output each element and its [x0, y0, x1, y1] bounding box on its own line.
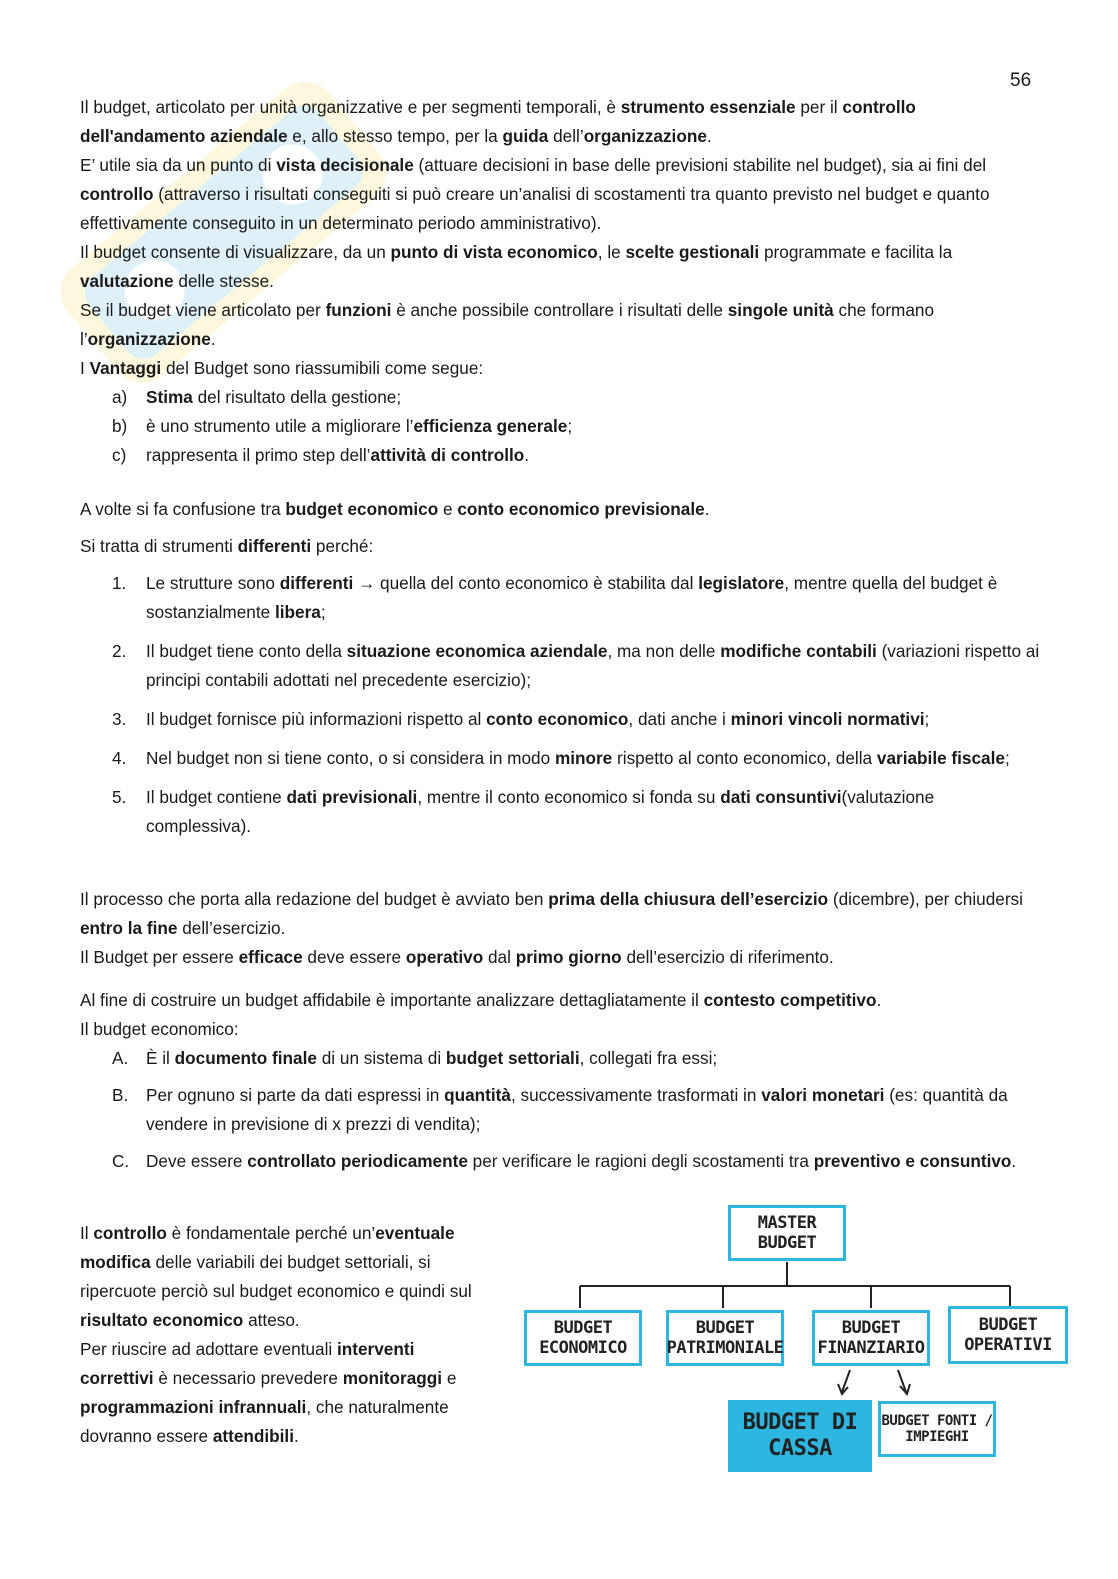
intro-paragraph-1: Il budget, articolato per unità organizzative e per segmenti temporali, è strumento essenziale per il controllo dell'andamento aziendale e, allo stesso tempo, per la guida dell’organizzazione. — [80, 97, 916, 146]
budget-diagram — [520, 1200, 1080, 1480]
list-item: b) è uno strumento utile a migliorare l’efficienza generale; — [112, 416, 573, 436]
list-item: C. Deve essere controllato periodicamente per verificare le ragioni degli scostamenti tra preventivo e consuntivo. — [112, 1151, 1017, 1171]
budget-di-cassa-box: BUDGET DI CASSA — [728, 1400, 872, 1472]
budget-economico-list — [80, 1044, 1040, 1176]
processo-paragraph-2: Il Budget per essere efficace deve essere operativo dal primo giorno dell’esercizio di riferimento. — [80, 947, 834, 967]
budget-patrimoniale-box: BUDGET PATRIMONIALE — [666, 1310, 784, 1366]
list-item: 3. Il budget fornisce più informazioni rispetto al conto economico, dati anche i minori vincoli normativi; — [112, 709, 930, 729]
differenze-list — [80, 569, 1040, 841]
processo-section — [80, 885, 1040, 972]
confusione-paragraph-1: A volte si fa confusione tra budget economico e conto economico previsionale. — [80, 499, 710, 519]
list-item: 4. Nel budget non si tiene conto, o si considera in modo minore rispetto al conto economico, della variabile fiscale; — [112, 748, 1010, 768]
costruire-paragraph-2: Il budget economico: — [80, 1019, 239, 1039]
list-item: 5. Il budget contiene dati previsionali, mentre il conto economico si fonda su dati consuntivi(valutazione complessiva). — [112, 787, 935, 836]
intro-paragraph-5: I Vantaggi del Budget sono riassumibili come segue: — [80, 358, 484, 378]
budget-finanziario-box: BUDGET FINANZIARIO — [812, 1310, 930, 1366]
list-item: 1. Le strutture sono differenti → quella del conto economico è stabilita dal legislatore, mentre quella del budget è sostanzialmente libera; — [112, 573, 998, 622]
intro-section — [80, 93, 1040, 470]
budget-fonti-impieghi-box: BUDGET FONTI / IMPIEGHI — [878, 1401, 996, 1457]
confusione-section — [80, 495, 1040, 851]
budget-economico-box: BUDGET ECONOMICO — [524, 1310, 642, 1366]
master-budget-box: MASTER BUDGET — [728, 1205, 846, 1261]
list-item: a) Stima del risultato della gestione; — [112, 387, 402, 407]
processo-paragraph-1: Il processo che porta alla redazione del budget è avviato ben prima della chiusura dell’esercizio (dicembre), per chiudersi entro la fine dell’esercizio. — [80, 889, 1023, 938]
costruire-section — [80, 986, 1040, 1176]
intro-paragraph-3: Il budget consente di visualizzare, da un punto di vista economico, le scelte gestionali programmate e facilita la valutazione delle stesse. — [80, 242, 953, 291]
list-item: A. È il documento finale di un sistema di budget settoriali, collegati fra essi; — [112, 1048, 718, 1068]
confusione-paragraph-2: Si tratta di strumenti differenti perché: — [80, 536, 374, 556]
intro-paragraph-2: E’ utile sia da un punto di vista decisionale (attuare decisioni in base delle previsioni stabilite nel budget), sia ai fini del controllo (attraverso i risultati conseguiti si può creare un’analisi di scostamenti tra quanto previsto nel budget e quanto effettivamente conseguito in un determinato periodo amministrativo). — [80, 155, 990, 233]
intro-paragraph-4: Se il budget viene articolato per funzioni è anche possibile controllare i risultati delle singole unità che formano l’organizzazione. — [80, 300, 935, 349]
controllo-section — [80, 1219, 490, 1451]
page-number: 56 — [1010, 70, 1032, 91]
controllo-paragraph-1: Il controllo è fondamentale perché un’eventuale modifica delle variabili dei budget settoriali, si ripercuote perciò sul budget economico e quindi sul risultato economico atteso. — [80, 1223, 472, 1330]
costruire-paragraph-1: Al fine di costruire un budget affidabile è importante analizzare dettagliatamente il contesto competitivo. — [80, 990, 882, 1010]
list-item: c) rappresenta il primo step dell’attività di controllo. — [112, 445, 530, 465]
list-item: 2. Il budget tiene conto della situazione economica aziendale, ma non delle modifiche contabili (variazioni rispetto ai principi contabili adottati nel precedente esercizio); — [112, 641, 1040, 690]
budget-operativi-box: BUDGET OPERATIVI — [948, 1306, 1068, 1364]
vantaggi-list — [80, 383, 1040, 470]
controllo-paragraph-2: Per riuscire ad adottare eventuali interventi correttivi è necessario prevedere monitoraggi e programmazioni infrannuali, che naturalmente dovranno essere attendibili. — [80, 1339, 457, 1446]
list-item: B. Per ognuno si parte da dati espressi in quantità, successivamente trasformati in valori monetari (es: quantità da vendere in previsione di x prezzi di vendita); — [112, 1085, 1008, 1134]
